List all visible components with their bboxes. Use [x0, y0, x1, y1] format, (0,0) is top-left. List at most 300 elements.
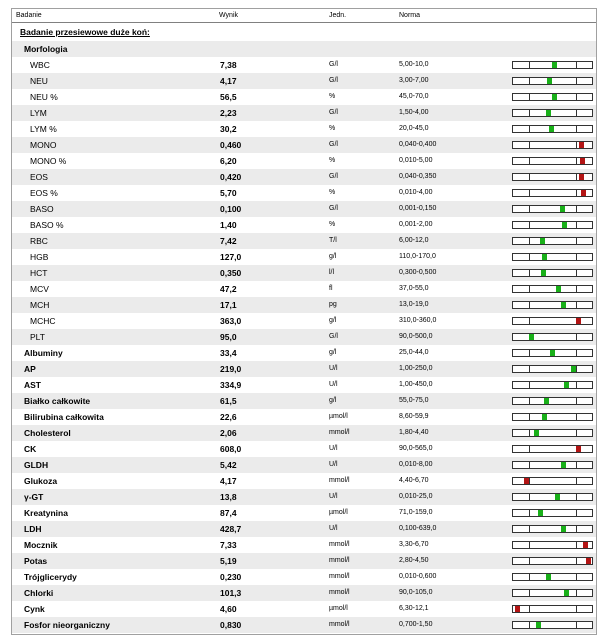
range-low-tick [529, 270, 530, 276]
test-name: LYM [30, 108, 47, 118]
table-row [12, 425, 596, 441]
test-value: 101,3 [220, 588, 242, 598]
test-unit: mmol/l [329, 477, 350, 484]
table-row [12, 521, 596, 537]
table-row [12, 617, 596, 633]
test-name: BASO % [30, 220, 64, 230]
range-low-tick [529, 446, 530, 452]
test-norm: 3,30-6,70 [399, 541, 429, 548]
value-marker [564, 590, 569, 596]
range-high-tick [576, 622, 577, 628]
test-name: MONO % [30, 156, 67, 166]
range-low-tick [529, 590, 530, 596]
test-unit: g/l [329, 317, 337, 324]
range-bar [512, 189, 593, 197]
table-row [12, 57, 596, 73]
test-value: 608,0 [220, 444, 242, 454]
range-high-tick [576, 558, 577, 564]
test-value: 0,100 [220, 204, 242, 214]
test-unit: U/l [329, 365, 338, 372]
test-unit: mmol/l [329, 557, 350, 564]
test-name: γ-GT [24, 492, 44, 502]
value-marker [546, 574, 551, 580]
value-marker [579, 174, 584, 180]
range-bar [512, 125, 593, 133]
value-marker [542, 414, 547, 420]
test-unit: µmol/l [329, 605, 348, 612]
range-low-tick [529, 558, 530, 564]
range-high-tick [576, 110, 577, 116]
test-norm: 0,001-0,150 [399, 205, 437, 212]
test-unit: G/l [329, 77, 338, 84]
range-high-tick [576, 158, 577, 164]
test-value: 0,420 [220, 172, 242, 182]
table-row [12, 233, 596, 249]
range-low-tick [529, 78, 530, 84]
range-bar [512, 461, 593, 469]
range-low-tick [529, 350, 530, 356]
range-low-tick [529, 94, 530, 100]
test-name: LYM % [30, 124, 57, 134]
test-norm: 5,00-10,0 [399, 61, 429, 68]
test-unit: G/l [329, 205, 338, 212]
test-unit: g/l [329, 253, 337, 260]
test-unit: mmol/l [329, 589, 350, 596]
test-value: 7,42 [220, 236, 237, 246]
table-row [12, 265, 596, 281]
table-row [12, 73, 596, 89]
header-norm: Norma [399, 12, 421, 19]
range-high-tick [576, 494, 577, 500]
range-bar [512, 541, 593, 549]
test-norm: 4,40-6,70 [399, 477, 429, 484]
test-norm: 0,010-0,600 [399, 573, 437, 580]
test-name: MCHC [30, 316, 56, 326]
test-value: 334,9 [220, 380, 242, 390]
range-high-tick [576, 94, 577, 100]
table-row [12, 345, 596, 361]
range-bar [512, 413, 593, 421]
test-norm: 1,00-250,0 [399, 365, 433, 372]
test-unit: mmol/l [329, 429, 350, 436]
value-marker [549, 126, 554, 132]
range-high-tick [576, 606, 577, 612]
test-value: 7,38 [220, 60, 237, 70]
value-marker [561, 462, 566, 468]
test-unit: fl [329, 285, 333, 292]
test-name: LDH [24, 524, 42, 534]
test-value: 61,5 [220, 396, 237, 406]
test-unit: % [329, 93, 336, 100]
range-low-tick [529, 574, 530, 580]
value-marker [529, 334, 534, 340]
test-norm: 55,0-75,0 [399, 397, 429, 404]
value-marker [556, 286, 561, 292]
range-high-tick [576, 254, 577, 260]
test-norm: 0,001-2,00 [399, 221, 433, 228]
test-name: BASO [30, 204, 54, 214]
range-low-tick [529, 174, 530, 180]
test-unit: % [329, 157, 336, 164]
range-low-tick [529, 62, 530, 68]
test-name: CK [24, 444, 37, 454]
test-value: 4,17 [220, 76, 237, 86]
test-norm: 3,00-7,00 [399, 77, 429, 84]
table-row [12, 489, 596, 505]
range-low-tick [529, 398, 530, 404]
table-row [12, 473, 596, 489]
range-high-tick [576, 206, 577, 212]
range-bar [512, 589, 593, 597]
range-high-tick [576, 574, 577, 580]
range-bar [512, 365, 593, 373]
test-norm: 20,0-45,0 [399, 125, 429, 132]
test-name: RBC [30, 236, 48, 246]
value-marker [538, 510, 543, 516]
value-marker [552, 62, 557, 68]
test-norm: 1,80-4,40 [399, 429, 429, 436]
range-low-tick [529, 254, 530, 260]
range-high-tick [576, 366, 577, 372]
group-header [12, 41, 596, 57]
range-low-tick [529, 494, 530, 500]
value-marker [536, 622, 541, 628]
range-low-tick [529, 206, 530, 212]
range-low-tick [529, 286, 530, 292]
range-low-tick [529, 302, 530, 308]
table-row [12, 297, 596, 313]
range-bar [512, 333, 593, 341]
test-unit: T/l [329, 237, 337, 244]
range-low-tick [529, 462, 530, 468]
test-name: HGB [30, 252, 49, 262]
value-marker [576, 446, 581, 452]
test-value: 4,17 [220, 476, 237, 486]
value-marker [576, 318, 581, 324]
range-high-tick [576, 478, 577, 484]
range-bar [512, 557, 593, 565]
range-bar [512, 445, 593, 453]
test-norm: 90,0-105,0 [399, 589, 433, 596]
test-name: GLDH [24, 460, 49, 470]
table-row [12, 377, 596, 393]
table-row [12, 313, 596, 329]
range-high-tick [576, 62, 577, 68]
range-bar [512, 205, 593, 213]
test-unit: % [329, 189, 336, 196]
value-marker [534, 430, 539, 436]
table-row [12, 217, 596, 233]
range-bar [512, 77, 593, 85]
range-high-tick [576, 462, 577, 468]
range-bar [512, 253, 593, 261]
range-bar [512, 621, 593, 629]
value-marker [524, 478, 529, 484]
range-bar [512, 493, 593, 501]
test-unit: µmol/l [329, 509, 348, 516]
test-value: 7,33 [220, 540, 237, 550]
range-high-tick [576, 78, 577, 84]
test-value: 219,0 [220, 364, 242, 374]
test-value: 22,6 [220, 412, 237, 422]
range-high-tick [576, 382, 577, 388]
test-norm: 310,0-360,0 [399, 317, 437, 324]
test-unit: U/l [329, 461, 338, 468]
table-row [12, 329, 596, 345]
range-low-tick [529, 606, 530, 612]
range-high-tick [576, 126, 577, 132]
test-name: EOS % [30, 188, 58, 198]
table-row [12, 281, 596, 297]
test-name: AST [24, 380, 41, 390]
test-norm: 0,040-0,400 [399, 141, 437, 148]
value-marker [552, 94, 557, 100]
range-high-tick [576, 526, 577, 532]
range-low-tick [529, 126, 530, 132]
test-norm: 1,00-450,0 [399, 381, 433, 388]
range-bar [512, 605, 593, 613]
value-marker [555, 494, 560, 500]
test-unit: µmol/l [329, 413, 348, 420]
test-norm: 37,0-55,0 [399, 285, 429, 292]
header-divider [12, 22, 596, 23]
range-low-tick [529, 510, 530, 516]
test-norm: 0,100-639,0 [399, 525, 437, 532]
range-low-tick [529, 142, 530, 148]
table-row [12, 409, 596, 425]
range-low-tick [529, 414, 530, 420]
table-row [12, 505, 596, 521]
section-title: Badanie przesiewowe duże koń: [20, 27, 150, 37]
value-marker [542, 254, 547, 260]
range-bar [512, 141, 593, 149]
test-name: EOS [30, 172, 48, 182]
test-norm: 0,010-5,00 [399, 157, 433, 164]
test-name: Fosfor nieorganiczny [24, 620, 110, 630]
test-name: MONO [30, 140, 57, 150]
range-high-tick [576, 270, 577, 276]
range-high-tick [576, 190, 577, 196]
test-name: Trójglicerydy [24, 572, 77, 582]
range-high-tick [576, 302, 577, 308]
test-name: WBC [30, 60, 50, 70]
test-norm: 25,0-44,0 [399, 349, 429, 356]
test-norm: 45,0-70,0 [399, 93, 429, 100]
range-high-tick [576, 510, 577, 516]
test-norm: 6,30-12,1 [399, 605, 429, 612]
test-norm: 0,010-8,00 [399, 461, 433, 468]
range-high-tick [576, 350, 577, 356]
range-bar [512, 397, 593, 405]
table-row [12, 105, 596, 121]
range-bar [512, 61, 593, 69]
table-row [12, 585, 596, 601]
test-name: NEU % [30, 92, 58, 102]
range-bar [512, 317, 593, 325]
range-low-tick [529, 222, 530, 228]
test-value: 0,460 [220, 140, 242, 150]
test-unit: mmol/l [329, 541, 350, 548]
test-value: 0,350 [220, 268, 242, 278]
value-marker [544, 398, 549, 404]
test-norm: 110,0-170,0 [399, 253, 436, 260]
test-unit: G/l [329, 61, 338, 68]
table-row [12, 457, 596, 473]
test-name: HCT [30, 268, 48, 278]
value-marker [581, 190, 586, 196]
test-unit: l/l [329, 269, 335, 276]
test-name: NEU [30, 76, 48, 86]
test-unit: G/l [329, 109, 338, 116]
test-value: 47,2 [220, 284, 237, 294]
test-unit: U/l [329, 525, 338, 532]
range-low-tick [529, 366, 530, 372]
range-high-tick [576, 174, 577, 180]
test-name: PLT [30, 332, 45, 342]
test-value: 17,1 [220, 300, 237, 310]
table-row [12, 569, 596, 585]
value-marker [579, 142, 584, 148]
range-high-tick [576, 286, 577, 292]
range-bar [512, 301, 593, 309]
test-value: 30,2 [220, 124, 237, 134]
table-row [12, 537, 596, 553]
test-norm: 0,300-0,500 [399, 269, 437, 276]
test-unit: U/l [329, 445, 338, 452]
test-name: Białko całkowite [24, 396, 91, 406]
header-test: Badanie [16, 12, 42, 19]
range-high-tick [576, 222, 577, 228]
table-row [12, 153, 596, 169]
value-marker [561, 526, 566, 532]
range-bar [512, 477, 593, 485]
value-marker [561, 302, 566, 308]
value-marker [550, 350, 555, 356]
test-name: MCV [30, 284, 49, 294]
value-marker [540, 238, 545, 244]
table-row [12, 201, 596, 217]
value-marker [583, 542, 588, 548]
range-bar [512, 509, 593, 517]
value-marker [560, 206, 565, 212]
test-name: Bilirubina całkowita [24, 412, 104, 422]
value-marker [580, 158, 585, 164]
range-high-tick [576, 398, 577, 404]
test-name: Kreatynina [24, 508, 68, 518]
table-row [12, 169, 596, 185]
table-row [12, 553, 596, 569]
range-bar [512, 109, 593, 117]
test-unit: g/l [329, 397, 337, 404]
range-high-tick [576, 142, 577, 148]
range-bar [512, 349, 593, 357]
test-norm: 71,0-159,0 [399, 509, 433, 516]
value-marker [562, 222, 567, 228]
test-value: 5,42 [220, 460, 237, 470]
range-high-tick [576, 430, 577, 436]
range-bar [512, 429, 593, 437]
range-high-tick [576, 238, 577, 244]
range-bar [512, 525, 593, 533]
test-unit: G/l [329, 333, 338, 340]
table-row [12, 249, 596, 265]
test-value: 0,230 [220, 572, 242, 582]
range-bar [512, 573, 593, 581]
test-unit: % [329, 125, 336, 132]
range-high-tick [576, 542, 577, 548]
test-unit: mmol/l [329, 621, 350, 628]
test-value: 428,7 [220, 524, 242, 534]
table-header [12, 9, 596, 23]
test-unit: U/l [329, 493, 338, 500]
range-bar [512, 381, 593, 389]
range-high-tick [576, 590, 577, 596]
test-name: Glukoza [24, 476, 58, 486]
table-row [12, 89, 596, 105]
range-high-tick [576, 334, 577, 340]
test-norm: 2,80-4,50 [399, 557, 429, 564]
test-value: 1,40 [220, 220, 237, 230]
value-marker [564, 382, 569, 388]
test-name: Potas [24, 556, 48, 566]
test-value: 0,830 [220, 620, 242, 630]
test-unit: g/l [329, 349, 337, 356]
test-value: 33,4 [220, 348, 237, 358]
test-name: Mocznik [24, 540, 58, 550]
test-unit: % [329, 221, 336, 228]
value-marker [546, 110, 551, 116]
table-row [12, 121, 596, 137]
test-norm: 6,00-12,0 [399, 237, 429, 244]
range-low-tick [529, 430, 530, 436]
test-name: Cholesterol [24, 428, 71, 438]
test-unit: G/l [329, 173, 338, 180]
test-norm: 0,010-25,0 [399, 493, 433, 500]
test-norm: 8,60-59,9 [399, 413, 429, 420]
test-value: 363,0 [220, 316, 242, 326]
test-name: Albuminy [24, 348, 63, 358]
test-norm: 0,010-4,00 [399, 189, 433, 196]
header-result: Wynik [219, 12, 238, 19]
test-name: AP [24, 364, 36, 374]
test-value: 4,60 [220, 604, 237, 614]
table-row [12, 393, 596, 409]
value-marker [515, 606, 520, 612]
range-low-tick [529, 318, 530, 324]
value-marker [586, 558, 591, 564]
test-unit: mmol/l [329, 573, 350, 580]
range-low-tick [529, 526, 530, 532]
test-unit: U/l [329, 381, 338, 388]
range-bar [512, 173, 593, 181]
test-name: Chlorki [24, 588, 54, 598]
table-row [12, 361, 596, 377]
value-marker [547, 78, 552, 84]
test-unit: G/l [329, 141, 338, 148]
range-high-tick [576, 414, 577, 420]
range-low-tick [529, 190, 530, 196]
range-bar [512, 237, 593, 245]
test-norm: 0,700-1,50 [399, 621, 433, 628]
range-low-tick [529, 158, 530, 164]
test-unit: pg [329, 301, 337, 308]
table-row [12, 441, 596, 457]
range-bar [512, 93, 593, 101]
range-bar [512, 157, 593, 165]
test-norm: 90,0-565,0 [399, 445, 433, 452]
range-low-tick [529, 238, 530, 244]
test-value: 13,8 [220, 492, 237, 502]
